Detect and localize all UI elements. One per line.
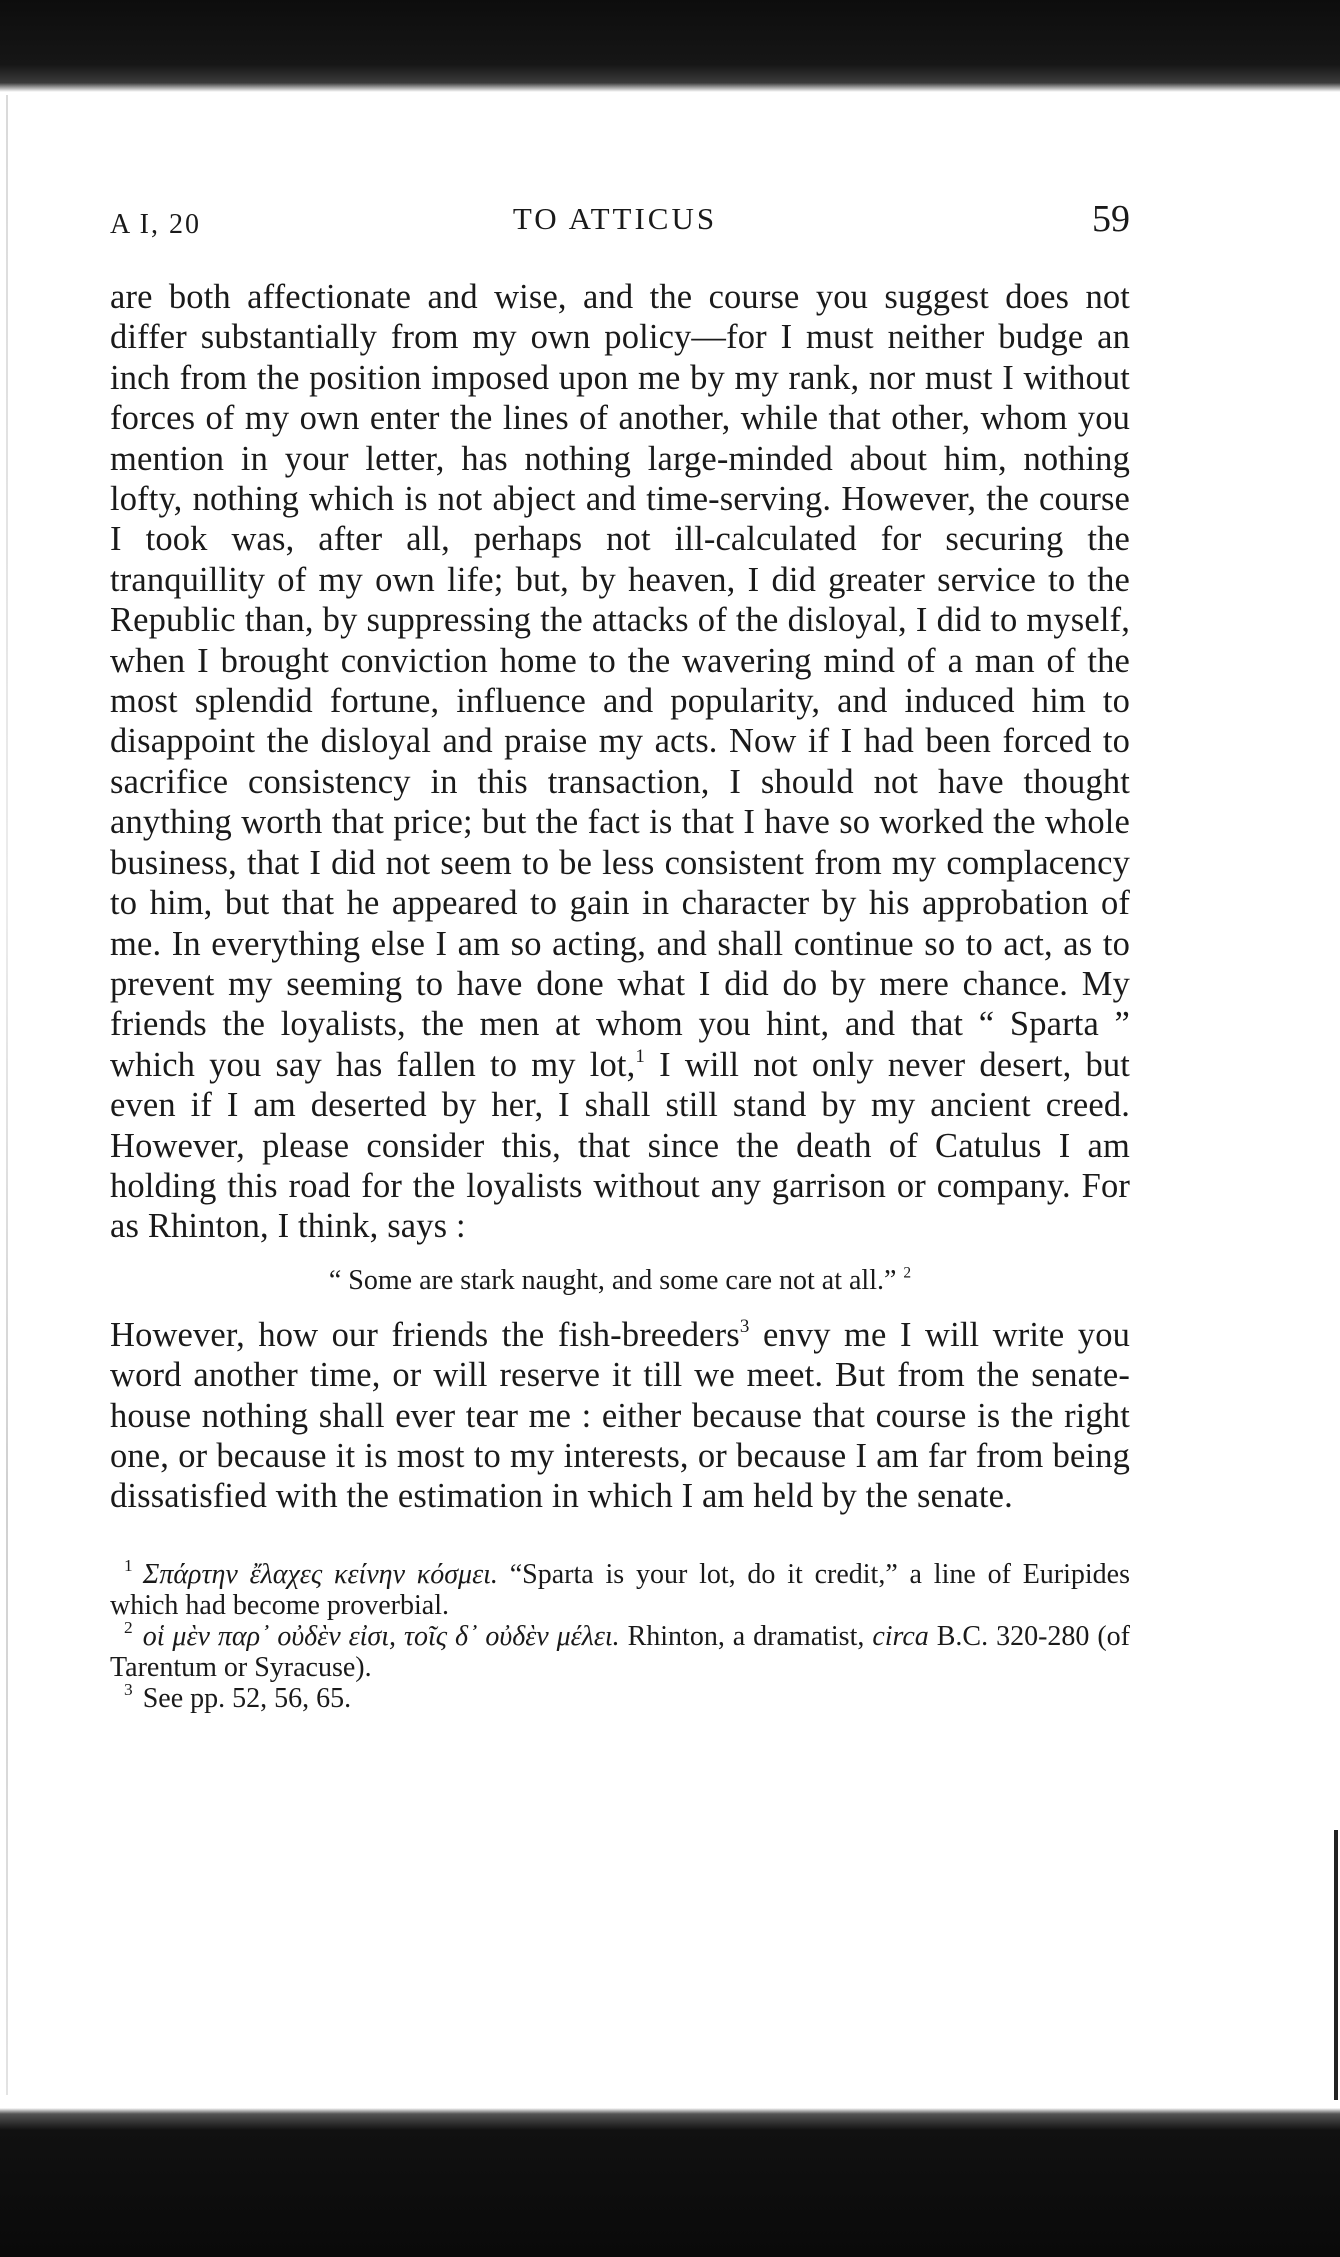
footnote-2-mark: 2 bbox=[124, 1617, 133, 1637]
verse-quote bbox=[110, 1261, 1130, 1301]
footnote-2-greek: οἱ μὲν παρ᾽ οὐδὲν εἰσι, τοῖς δ᾽ οὐδὲν μέλει. bbox=[142, 1620, 620, 1652]
footnote-ref-3: 3 bbox=[739, 1315, 750, 1337]
letter-reference: A I, 20 bbox=[110, 209, 201, 240]
footnote-2 bbox=[110, 1617, 1130, 1683]
footnote-1-text: “Sparta is your lot, do it credit,” a line of Euripides which had become proverbial. bbox=[110, 1558, 1131, 1621]
footnote-3 bbox=[110, 1679, 1130, 1714]
page-number: 59 bbox=[1092, 198, 1130, 240]
scan-border-top bbox=[0, 0, 1340, 92]
body-text-2a: However, how our friends the fish-breeders bbox=[110, 1315, 740, 1354]
footnote-3-text: See pp. 52, 56, 65. bbox=[142, 1682, 352, 1714]
footnote-2-text-b: 320-280 (of Tarentum or Syracuse). bbox=[110, 1620, 1130, 1683]
body-text-1b: I will not only never desert, but even if I am deserted by her, I shall still stand by my ancient creed. However, please consider this, that since the death of Catulus I am holding this road for the loyalists without any garrison or company. For as Rhinton, I think, says : bbox=[110, 1045, 1130, 1246]
footnote-2-bc: B.C. bbox=[928, 1620, 989, 1652]
body-paragraph-2 bbox=[110, 1315, 1130, 1517]
body-paragraph-1 bbox=[110, 277, 1130, 1247]
footnote-1 bbox=[110, 1555, 1131, 1621]
body-text-2b: envy me I will write you word another time, or will reserve it till we meet. But from the senate-house nothing shall ever tear me : either because that course is the right one, or because it is most to my interests, or because I am far from being dissatisfied with the estimation in which I am held by the senate. bbox=[110, 1315, 1131, 1516]
footnote-ref-2: 2 bbox=[903, 1264, 912, 1282]
scan-border-bottom bbox=[0, 2108, 1340, 2257]
footnote-1-greek: Σπάρτην ἔλαχες κείνην κόσμει. bbox=[142, 1558, 498, 1590]
quote-text: “ Some are stark naught, and some care not at all.” bbox=[328, 1264, 897, 1296]
footnote-2-text-a: Rhinton, a dramatist, bbox=[619, 1620, 873, 1652]
book-page bbox=[110, 195, 1130, 1714]
page-edge-left bbox=[6, 95, 8, 2095]
footnote-2-circa: circa bbox=[872, 1620, 929, 1652]
footnote-ref-1: 1 bbox=[635, 1045, 646, 1067]
page-edge-right bbox=[1334, 1830, 1338, 2100]
body-text-1a: are both affectionate and wise, and the course you suggest does not differ substantially from my own policy—for I must neither budge an inch from the position imposed upon me by my rank, nor must I without forces of my own enter the lines of another, while that other, whom you mention in your letter, has nothing large-minded about him, nothing lofty, nothing which is not abject and time-serving. However, the course I took was, after all, perhaps not ill-calculated for securing the tranquillity of my own life; but, by heaven, I did greater service to the Republic than, by suppressing the attacks of the disloyal, I did to myself, when I brought conviction home to the wavering mind of a man of the most splendid fortune, influence and popularity, and induced him to disappoint the disloyal and praise my acts. Now if I had been forced to sacrifice consistency in this transaction, I should not have thought anything worth that price; but the fact is that I have so worked the whole business, that I did not seem to be less consistent from my complacency to him, but that he appeared to gain in character by his approbation of me. In everything else I am so acting, and shall continue so to act, as to prevent my seeming to have done what I did do by mere chance. My friends the loyalists, the men at whom you hint, and that “ Sparta ” which you say has fallen to my lot, bbox=[110, 278, 1130, 1084]
running-title: TO ATTICUS bbox=[512, 201, 718, 236]
running-head bbox=[110, 195, 1130, 245]
footnotes bbox=[110, 1555, 1131, 1714]
footnote-1-mark: 1 bbox=[124, 1555, 133, 1575]
footnote-3-mark: 3 bbox=[124, 1679, 133, 1699]
